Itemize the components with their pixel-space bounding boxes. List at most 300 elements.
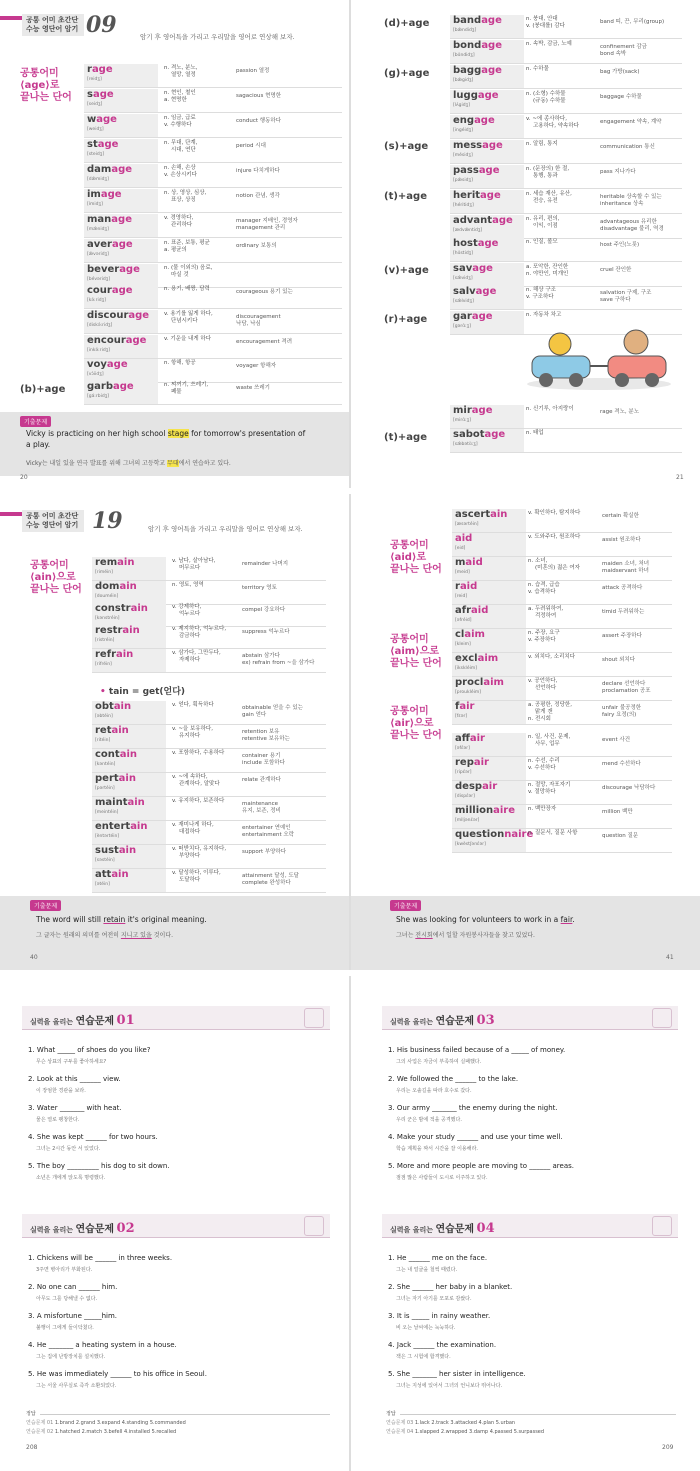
group-label-ain: 공통어미 ⟨ain⟩으로 끝나는 단어 (30, 560, 82, 595)
word-entry (84, 213, 342, 238)
word-entry (84, 63, 342, 88)
derivative: manager 지배인, 경영자 management 관리 (236, 218, 298, 231)
meaning: n. 신기루, 아지랑이 (526, 406, 574, 412)
header-number: 09 (86, 12, 117, 38)
meaning: n. (문장의) 한 절, 통행, 통과 (526, 166, 570, 179)
derivative: encouragement 격려 (236, 339, 293, 345)
group-label-r: (r)+age (384, 314, 428, 325)
word: bandage (453, 15, 502, 26)
meaning: v. 제지하다, 억누르다, 감금하다 (172, 626, 227, 639)
pronunciation: [sǽvidʒ] (453, 276, 473, 281)
word: repair (455, 757, 489, 768)
word-entry (92, 624, 326, 649)
meaning: v. 기운을 내게 하다 (164, 336, 212, 342)
question-translation-1: 3주면 병아리가 부화된다. (36, 1267, 93, 1273)
meaning: n. 무대, 단계, 시대, 연단 (164, 140, 198, 153)
question-translation-4: 학습 계획을 짜서 시간을 잘 이용해라. (396, 1146, 478, 1152)
meaning: v. ~에 속하다, 관계하다, 알맞다 (172, 774, 220, 787)
question-2: 2. We followed the ______ to the lake. (388, 1075, 519, 1083)
meaning: v. 달성하다, 이루다, 도달하다 (172, 870, 221, 883)
word-entry (92, 700, 326, 725)
word-entry (450, 64, 682, 89)
example-sentence-kr: Vicky는 내일 있을 연극 발표를 위해 그녀의 고등학교 무대에서 연습하고 있다. (26, 460, 231, 467)
group-label-s: (s)+age (384, 141, 429, 152)
answers-left-2: 연습문제 02 1.hatched 2.match 3.befell 4.installed 5.recalled (26, 1429, 177, 1435)
meaning: n. 질문서, 질문 사항 (528, 830, 578, 836)
pronunciation: [ristréin] (95, 638, 115, 643)
meaning: n. (물 이외의) 음료, 마실 것 (164, 265, 213, 278)
question-translation-2: 아무도 그를 당해낼 수 없다. (36, 1296, 98, 1302)
word: domain (95, 581, 137, 592)
derivative: sagacious 현명한 (236, 93, 282, 99)
meaning: v. ~을 보유하다, 유지하다 (172, 726, 213, 739)
derivative: attainment 달성, 도달 complete 완성하다 (242, 873, 299, 886)
header-label-2: 수능 영단어 암기 (26, 25, 79, 33)
page-number-right: 41 (666, 954, 674, 961)
word: raid (455, 581, 478, 592)
page-number-right: 209 (662, 1444, 674, 1451)
question-4: 4. Make your study ______ and use your time well. (388, 1133, 563, 1141)
word: millionaire (455, 805, 516, 816)
pronunciation: [diskə́ːridʒ] (87, 323, 113, 328)
derivative: suppress 억누르다 (242, 629, 290, 635)
header-label (22, 510, 84, 532)
pronunciation: [riméin] (95, 570, 113, 575)
header-bar (0, 512, 22, 516)
pronunciation: [weidʒ] (87, 127, 104, 132)
word-entry (84, 334, 342, 359)
word-entry (450, 164, 682, 189)
pronunciation: [meid] (455, 570, 470, 575)
example-tag-left: 기출문제 (30, 900, 61, 911)
meaning: n. 주장, 요구 v. 주장하다 (528, 630, 560, 643)
word-entry (84, 163, 342, 188)
word-entry (84, 113, 342, 138)
pronunciation: [seidʒ] (87, 102, 103, 107)
meaning: n. 해상 구조 v. 구조하다 (526, 287, 556, 300)
word-entry (452, 676, 672, 701)
meaning: v. 유지하다, 보존하다 (172, 798, 225, 804)
example-tag-right: 기출문제 (390, 900, 421, 911)
pronunciation: [bǽndidʒ] (453, 28, 477, 33)
meaning: a. 공평한, 정당한, 맑게 갠 n. 전시회 (528, 702, 572, 722)
pronunciation: [ingéidʒ] (453, 128, 473, 133)
answers-title-left: 정답 (26, 1411, 36, 1417)
page-number-left: 20 (20, 474, 28, 481)
question-translation-3: 물은 열로 팽창한다. (36, 1117, 80, 1123)
question-translation-4: 잭은 그 시험에 합격했다. (396, 1354, 451, 1360)
word: obtain (95, 701, 132, 712)
question-5: 5. She _______ her sister in intelligence. (388, 1370, 526, 1378)
word: pertain (95, 773, 136, 784)
derivative: bag 가방(sack) (600, 69, 640, 75)
pronunciation: [ripɛ́ər] (455, 770, 472, 775)
word: claim (455, 629, 485, 640)
meaning: n. 백만장자 (528, 806, 557, 812)
pronunciation: [hɑ́stidʒ] (453, 251, 474, 256)
derivative: million 백만 (602, 809, 633, 815)
header-label-2: 수능 영단어 암기 (26, 521, 79, 529)
word: voyage (87, 359, 128, 370)
derivative: assert 주장하다 (602, 633, 642, 639)
derivative: communication 통신 (600, 144, 655, 150)
pronunciation: [ətéin] (95, 882, 110, 887)
word-entry (450, 189, 682, 214)
word: bondage (453, 40, 503, 51)
meaning: a. 두려워하여, 걱정하여 (528, 606, 564, 619)
page-number-left: 208 (26, 1444, 38, 1451)
derivative: voyager 항해자 (236, 363, 277, 369)
derivative: territory 영토 (242, 585, 277, 591)
word-entry (450, 428, 682, 453)
question-3: 3. A misfortune _____him. (28, 1312, 118, 1320)
question-1: 1. Chickens will be ______ in three weeks. (28, 1254, 173, 1262)
pronunciation: [æsərtéin] (455, 522, 479, 527)
derivative: pass 지나가다 (600, 169, 636, 175)
meaning: n. 세습 재산, 유산, 전승, 유전 (526, 191, 572, 204)
word: encourage (87, 335, 147, 346)
word-entry (92, 772, 326, 797)
derivative: engagement 약속, 계약 (600, 119, 662, 125)
question-1: 1. His business failed because of a _____ of money. (388, 1046, 566, 1054)
pronunciation: [douméin] (95, 594, 119, 599)
meaning: v. 삼가다, 그만두다, 자제하다 (172, 650, 221, 663)
header-label-1: 공통 어미 초간단 (26, 512, 79, 520)
question-5: 5. More and more people are moving to ______ areas. (388, 1162, 574, 1170)
header-bar (0, 16, 22, 20)
derivative: waste 쓰레기 (236, 385, 270, 391)
derivative: notion 관념, 생각 (236, 193, 280, 199)
word: image (87, 189, 122, 200)
row-divider (92, 672, 326, 673)
question-translation-5: 소년은 개에게 앉도록 명령했다. (36, 1175, 106, 1181)
word-entry (450, 404, 682, 429)
pronunciation: [kəntéin] (95, 762, 116, 767)
word: maintain (95, 797, 145, 808)
garage-cars-illustration (524, 326, 674, 392)
word-entry (92, 748, 326, 773)
word: affair (455, 733, 485, 744)
word: baggage (453, 65, 502, 76)
pronunciation: [mirɑ́ːʒ] (453, 418, 471, 423)
question-1: 1. He ______ me on the face. (388, 1254, 488, 1262)
tain-note: • tain = get(얻다) (100, 687, 186, 697)
word-entry (84, 380, 342, 405)
example-sentence-en-right: She was looking for volunteers to work in a fair. (396, 915, 575, 924)
derivative: confinement 감금 bond 속박 (600, 44, 647, 57)
derivative: period 시대 (236, 143, 266, 149)
pronunciation: [ǽvəridʒ] (87, 252, 109, 257)
question-4: 4. She was kept ______ for two hours. (28, 1133, 158, 1141)
derivative: discourage 낙담하다 (602, 785, 656, 791)
word: courage (87, 285, 133, 296)
word: remain (95, 557, 135, 568)
meaning: v. 떠받치다, 유지하다, 부양하다 (172, 846, 227, 859)
derivative: container 용기 include 포함하다 (242, 753, 285, 766)
pencil-note-icon (304, 1216, 324, 1236)
word-entry (84, 238, 342, 263)
practice-title: 실력을 올리는 연습문제 01 (30, 1013, 135, 1028)
derivative: mend 수선하다 (602, 761, 641, 767)
pronunciation: [bévəridʒ] (87, 277, 111, 282)
derivative: discouragement 낙담, 낙심 (236, 314, 281, 327)
word: garbage (87, 381, 134, 392)
pronunciation: [inkə́ːridʒ] (87, 348, 111, 353)
derivative: relate 관계하다 (242, 777, 281, 783)
word: sabotage (453, 429, 506, 440)
derivative: maiden 소녀, 처녀 maidservant 하녀 (602, 561, 650, 574)
meaning: v. 남다, 살아남다, 머무르다 (172, 558, 216, 571)
spread-3 (0, 976, 700, 1471)
meaning: n. 수하물 (526, 66, 549, 72)
pronunciation: [bɑ́ndidʒ] (453, 53, 475, 58)
gutter (349, 0, 351, 488)
word-entry (452, 532, 672, 557)
pronunciation: [steidʒ] (87, 152, 105, 157)
pronunciation: [səstéin] (95, 858, 115, 863)
word-entry (84, 138, 342, 163)
meaning: n. 유리, 편의, 이익, 이점 (526, 216, 560, 229)
practice-header-01 (22, 1006, 330, 1030)
word-entry (92, 868, 326, 893)
question-translation-4: 그는 집에 난방장치를 설치했다. (36, 1354, 106, 1360)
pronunciation: [əfréid] (455, 618, 472, 623)
question-translation-5: 점점 많은 사람들이 도시로 이주하고 있다. (396, 1175, 488, 1181)
meaning: n. 찌꺼기, 쓰레기, 폐물 (164, 382, 209, 395)
word-entry (452, 604, 672, 629)
pronunciation: [kleim] (455, 642, 471, 647)
question-translation-2: 그녀는 자기 아기를 모포로 감쌌다. (396, 1296, 472, 1302)
meaning: v. 용기를 잃게 하다, 단념시키다 (164, 311, 213, 324)
derivative: timid 두려워하는 (602, 609, 645, 615)
word-entry (84, 88, 342, 113)
word: rage (87, 64, 113, 75)
spread-1 (0, 0, 700, 488)
answers-line-right (400, 1414, 676, 1415)
word: fair (455, 701, 475, 712)
derivative: courageous 용기 있는 (236, 289, 293, 295)
word: damage (87, 164, 133, 175)
word: refrain (95, 649, 134, 660)
meaning: n. 소녀, (미혼의) 젊은 여자 (528, 558, 580, 571)
word-entry (84, 284, 342, 309)
word-entry (92, 844, 326, 869)
question-5: 5. He was immediately ______ to his office in Seoul. (28, 1370, 207, 1378)
meaning: n. 습격, 급습 v. 습격하다 (528, 582, 560, 595)
word: questionnaire (455, 829, 534, 840)
example-tag: 기출문제 (20, 416, 51, 427)
word: garage (453, 311, 493, 322)
pronunciation: [proukléim] (455, 690, 481, 695)
pronunciation: [mìljənɛ́ər] (455, 818, 480, 823)
word: savage (453, 263, 493, 274)
word-entry (452, 652, 672, 677)
group-label-v: (v)+age (384, 265, 429, 276)
pronunciation: [kə́ːridʒ] (87, 298, 106, 303)
word: heritage (453, 190, 501, 201)
word-entry (92, 820, 326, 845)
pronunciation: [fɛər] (455, 714, 468, 719)
meaning: n. 속박, 감금, 노예 (526, 41, 572, 47)
word-entry (92, 724, 326, 749)
pronunciation: [gərɑ́ːʒ] (453, 324, 471, 329)
word-entry (450, 39, 682, 64)
word: wage (87, 114, 117, 125)
word: ascertain (455, 509, 508, 520)
word-entry (84, 309, 342, 334)
question-2: 2. Look at this ______ view. (28, 1075, 121, 1083)
meaning: n. 항해, 항공 (164, 360, 196, 366)
word-entry (450, 14, 682, 39)
word-entry (450, 237, 682, 262)
pronunciation: [lʌ́gidʒ] (453, 103, 470, 108)
pronunciation: [eid] (455, 546, 466, 551)
pronunciation: [mǽnidʒ] (87, 227, 109, 232)
pronunciation: [sǽbətɑ̀ːʒ] (453, 442, 478, 447)
meaning: n. 표준, 보통, 평균 a. 평균의 (164, 240, 210, 253)
derivative: passion 열정 (236, 68, 270, 74)
question-translation-1: 그는 내 얼굴을 철썩 때렸다. (396, 1267, 458, 1273)
gutter (349, 976, 351, 1471)
pronunciation: [əfɛ́ər] (455, 746, 470, 751)
example-sentence-en: Vicky is practicing on her high school stage for tomorrow's presentation of a play. (26, 429, 306, 449)
meaning: n. 격노, 분노, 열망, 열정 (164, 65, 198, 78)
word-entry (92, 796, 326, 821)
question-3: 3. Our army _______ the enemy during the night. (388, 1104, 558, 1112)
meaning: n. 인질, 볼모 (526, 239, 558, 245)
meaning: n. 임금, 급료 v. 수행하다 (164, 115, 196, 128)
word-entry (452, 732, 672, 757)
meaning: v. 경영하다, 관리하다 (164, 215, 194, 228)
question-3: 3. It is _____ in rainy weather. (388, 1312, 491, 1320)
meaning: n. 영토, 영역 (172, 582, 204, 588)
meaning: v. ~에 종사하다, 고용하다, 약속하다 (526, 116, 579, 129)
pencil-note-icon (652, 1216, 672, 1236)
word: exclaim (455, 653, 499, 664)
word: contain (95, 749, 137, 760)
derivative: attack 공격하다 (602, 585, 643, 591)
word-entry (450, 89, 682, 114)
pronunciation: [pərtéin] (95, 786, 115, 791)
answers-right-1: 연습문제 03 1.lack 2.track 3.attacked 4.plan 5.urban (386, 1420, 516, 1426)
meaning: v. 확인하다, 탐지하다 (528, 510, 581, 516)
derivative: event 사건 (602, 737, 631, 743)
practice-title: 실력을 올리는 연습문제 04 (390, 1221, 495, 1236)
question-5: 5. The boy _________ his dog to sit down. (28, 1162, 170, 1170)
group-label-g: (g)+age (384, 68, 430, 79)
word-entry (450, 285, 682, 310)
derivative: band 띠, 끈, 무리(group) (600, 19, 665, 25)
meaning: n. 절망, 자포자기 v. 절망하다 (528, 782, 571, 795)
spread-2 (0, 494, 700, 970)
pronunciation: [rifréin] (95, 662, 112, 667)
practice-title: 실력을 올리는 연습문제 03 (390, 1013, 495, 1028)
derivative: salvation 구제, 구조 save 구하다 (600, 290, 652, 303)
row-divider (450, 452, 682, 453)
word: engage (453, 115, 495, 126)
derivative: shout 외치다 (602, 657, 636, 663)
question-translation-3: 우리 군은 밤에 적을 공격했다. (396, 1117, 462, 1123)
pronunciation: [əbtéin] (95, 714, 113, 719)
meaning: n. (소형) 수하물 (규동) 수하물 (526, 91, 566, 104)
pronunciation: [dǽmidʒ] (87, 177, 109, 182)
word: hostage (453, 238, 499, 249)
pronunciation: [ædvǽntidʒ] (453, 228, 483, 233)
word: luggage (453, 90, 499, 101)
word-entry (450, 214, 682, 239)
word-entry (452, 756, 672, 781)
word-entry (452, 780, 672, 805)
group-label-t2: (t)+age (384, 432, 427, 443)
word: advantage (453, 215, 513, 226)
derivative: remainder 나머지 (242, 561, 289, 567)
meaning: n. 알림, 통지 (526, 141, 558, 147)
group-label-d: (d)+age (384, 18, 430, 29)
row-divider (84, 404, 342, 405)
word: afraid (455, 605, 489, 616)
answers-line-left (40, 1414, 330, 1415)
pronunciation: [ímidʒ] (87, 202, 103, 207)
pronunciation: [kənstréin] (95, 616, 120, 621)
meaning: v. 포함하다, 수용하다 (172, 750, 225, 756)
meaning: n. 자동차 차고 (526, 312, 562, 318)
answers-left-1: 연습문제 01 1.brand 2.grand 3.expand 4.standing 5.commanded (26, 1420, 186, 1426)
derivative: maintenance 유지, 보존, 정비 (242, 801, 281, 814)
question-3: 3. Water _______ with heat. (28, 1104, 122, 1112)
row-divider (452, 724, 672, 725)
meaning: n. 용기, 배짱, 담력 (164, 286, 210, 292)
word-entry (452, 628, 672, 653)
derivative: heritable 상속할 수 있는 inheritance 상속 (600, 194, 662, 207)
group-label-age: 공통어미 ⟨age⟩로 끝나는 단어 (20, 68, 72, 103)
word-entry (452, 580, 672, 605)
meaning: v. 얻다, 획득하다 (172, 702, 214, 708)
word-entry (452, 508, 672, 533)
answers-right-2: 연습문제 04 1.slapped 2.wrapped 3.damp 4.passed 5.surpassed (386, 1429, 545, 1435)
derivative: obtainable 얻을 수 있는 gain 얻다 (242, 705, 303, 718)
derivative: compel 강요하다 (242, 607, 286, 613)
pronunciation: [reid] (455, 594, 468, 599)
page-number-right: 21 (676, 474, 684, 481)
pronunciation: [meintéin] (95, 810, 119, 815)
derivative: support 부양하다 (242, 849, 287, 855)
meaning: n. 손해, 손상 v. 손상시키다 (164, 165, 197, 178)
word-entry (452, 556, 672, 581)
word-entry (452, 700, 672, 725)
word: sage (87, 89, 114, 100)
question-translation-4: 그녀는 2시간 동안 서 있었다. (36, 1146, 101, 1152)
meaning: a. 포악한, 잔인한 n. 야만인, 미개인 (526, 264, 569, 277)
word-entry (92, 556, 326, 581)
derivative: advantageous 유리한 disadvantage 불리, 역경 (600, 219, 664, 232)
header-label-1: 공통 어미 초간단 (26, 16, 79, 24)
question-2: 2. No one can ______ him. (28, 1283, 118, 1291)
meaning: v. 공언하다, 선언하다 (528, 678, 558, 691)
derivative: baggage 수하물 (600, 94, 642, 100)
word-entry (450, 139, 682, 164)
word-entry (452, 828, 672, 853)
meaning: v. 도와주다, 원조하다 (528, 534, 581, 540)
practice-title: 실력을 올리는 연습문제 02 (30, 1221, 135, 1236)
example-sentence-kr-left: 그 글자는 원래의 의미를 여전히 지니고 있을 것이다. (36, 932, 173, 939)
pronunciation: [bǽgidʒ] (453, 78, 474, 83)
derivative: declare 선언하다 proclamation 공포 (602, 681, 651, 694)
group-label-b: (b)+age (20, 384, 66, 395)
word: mirage (453, 405, 493, 416)
header-instruction: 암기 후 영어특을 가리고 우리말을 영어로 연상해 보자. (148, 525, 303, 533)
question-translation-2: 우리는 오솔길을 따라 호수로 갔다. (396, 1088, 472, 1094)
group-label-t: (t)+age (384, 191, 427, 202)
